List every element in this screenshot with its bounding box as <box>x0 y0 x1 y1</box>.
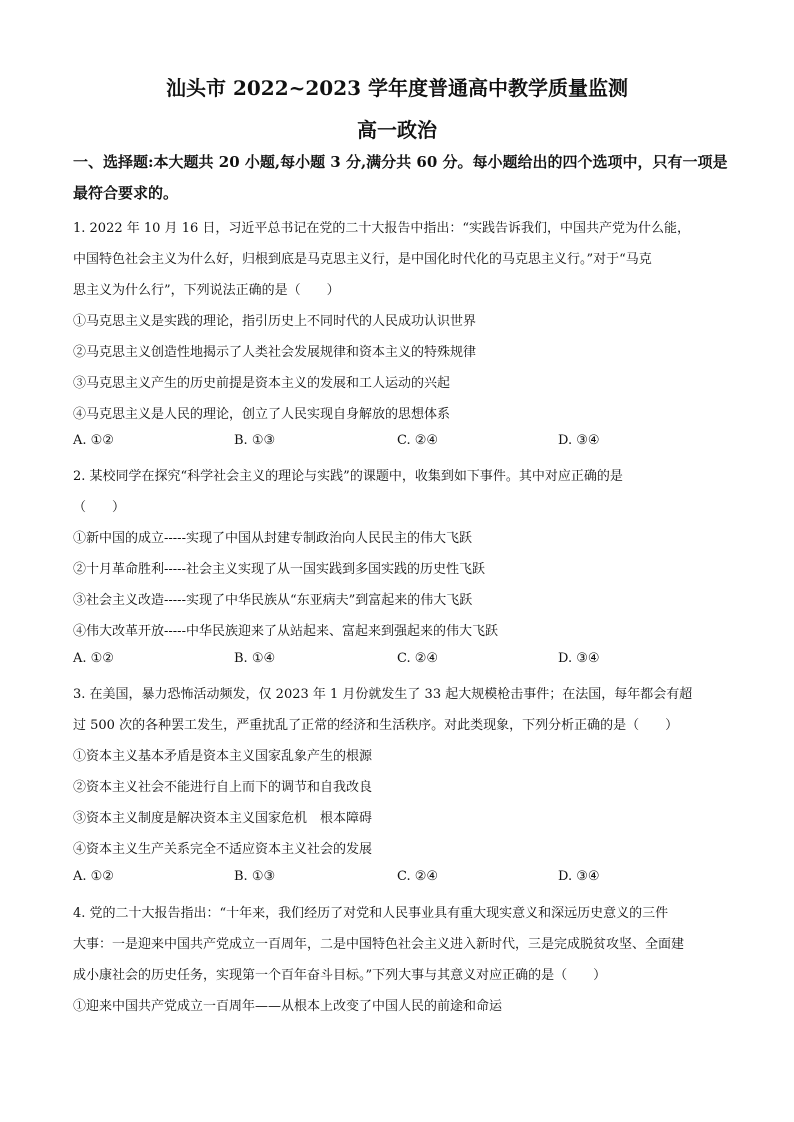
q1-stem-line: 1. 2022 年 10 月 16 日，习近平总书记在党的二十大报告中指出：“实践告诉我们，中国共产党为什么能， <box>73 221 691 236</box>
q1-option-c[interactable]: C. ②④ <box>397 433 439 448</box>
q3-option-b[interactable]: B. ①③ <box>234 869 276 884</box>
q2-option-a[interactable]: A. ①② <box>73 651 114 666</box>
q4-stem-line: 成小康社会的历史任务，实现第一个百年奋斗目标。”下列大事与其意义对应正确的是（ ） <box>73 968 607 983</box>
q3-statement: ②资本主义社会不能进行自上而下的调节和自我改良 <box>73 780 373 795</box>
q1-statement: ①马克思主义是实践的理论，指引历史上不同时代的人民成功认识世界 <box>73 314 477 329</box>
q1-stem-line: 中国特色社会主义为什么好，归根到底是马克思主义行，是中国化时代化的马克思主义行。”对于“马克 <box>73 252 652 267</box>
q3-stem-line: 过 500 次的各种罢工发生，严重扰乱了正常的经济和生活秩序。对此类现象，下列分析正确的是（ ） <box>73 718 679 733</box>
q1-statement: ④马克思主义是人民的理论，创立了人民实现自身解放的思想体系 <box>73 407 451 422</box>
exam-title: 汕头市 2022~2023 学年度普通高中教学质量监测 <box>165 76 628 100</box>
q2-option-c[interactable]: C. ②④ <box>397 651 439 666</box>
q4-stem-line: 大事：一是迎来中国共产党成立一百周年，二是中国特色社会主义进入新时代，三是完成脱贫攻坚、全面建 <box>73 937 685 952</box>
q1-statement: ③马克思主义产生的历史前提是资本主义的发展和工人运动的兴起 <box>73 376 451 391</box>
q2-statement: ③社会主义改造-----实现了中华民族从“东亚病夫”到富起来的伟大飞跃 <box>73 593 473 608</box>
q2-option-d[interactable]: D. ③④ <box>558 651 600 666</box>
q3-statement: ④资本主义生产关系完全不适应资本主义社会的发展 <box>73 842 373 857</box>
section-instructions: 一、选择题:本大题共 20 小题,每小题 3 分,满分共 60 分。每小题给出的四个选项中，只有一项是最符合要求的。 <box>73 153 728 202</box>
q4-stem-line: 4. 党的二十大报告指出：“十年来，我们经历了对党和人民事业具有重大现实意义和深远历史意义的三件 <box>73 906 669 921</box>
q2-stem-line: 2. 某校同学在探究“科学社会主义的理论与实践”的课题中，收集到如下事件。其中对应正确的是 <box>73 469 623 484</box>
q3-statement: ①资本主义基本矛盾是资本主义国家乱象产生的根源 <box>73 749 373 764</box>
q3-option-d[interactable]: D. ③④ <box>558 869 600 884</box>
q2-option-b[interactable]: B. ①④ <box>234 651 276 666</box>
q1-stem-line: 思主义为什么行”，下列说法正确的是（ ） <box>73 283 340 298</box>
q1-statement: ②马克思主义创造性地揭示了人类社会发展规律和资本主义的特殊规律 <box>73 345 477 360</box>
q2-statement: ①新中国的成立-----实现了中国从封建专制政治向人民民主的伟大飞跃 <box>73 531 472 546</box>
q3-stem-line: 3. 在美国，暴力恐怖活动频发，仅 2023 年 1 月份就发生了 33 起大规模枪击事件；在法国，每年都会有超 <box>73 687 693 702</box>
q2-statement: ②十月革命胜利-----社会主义实现了从一国实践到多国实践的历史性飞跃 <box>73 562 485 577</box>
q2-stem-line: （ ） <box>73 500 126 515</box>
exam-subject: 高一政治 <box>357 118 437 142</box>
q1-option-b[interactable]: B. ①③ <box>234 433 276 448</box>
q3-option-a[interactable]: A. ①② <box>73 869 114 884</box>
q1-option-a[interactable]: A. ①② <box>73 433 114 448</box>
q1-option-d[interactable]: D. ③④ <box>558 433 600 448</box>
q3-option-c[interactable]: C. ②④ <box>397 869 439 884</box>
q4-statement: ①迎来中国共产党成立一百周年——从根本上改变了中国人民的前途和命运 <box>73 999 503 1014</box>
q3-statement: ③资本主义制度是解决资本主义国家危机 根本障碍 <box>73 811 373 826</box>
q2-statement: ④伟大改革开放-----中华民族迎来了从站起来、富起来到强起来的伟大飞跃 <box>73 624 498 639</box>
